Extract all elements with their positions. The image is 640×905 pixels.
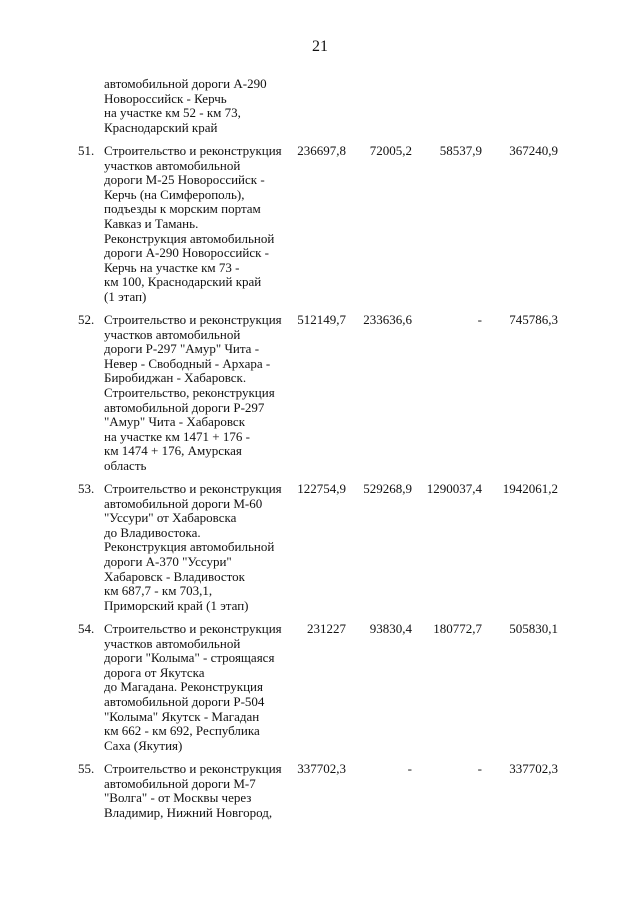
page-number: 21	[312, 38, 328, 55]
value-col-2: 72005,2	[369, 143, 412, 158]
value-col-2: 233636,6	[363, 312, 412, 327]
row-number: 51.	[78, 143, 95, 158]
value-col-3: -	[477, 761, 482, 776]
value-col-1: 231227	[307, 621, 346, 636]
row-description: Строительство и реконструкция автомобильной дороги М-7 "Волга" - от Москвы через Владимир, Нижний Новгород,	[104, 761, 282, 820]
value-col-1: 236697,8	[297, 143, 346, 158]
value-col-2: -	[407, 761, 412, 776]
value-col-2: 529268,9	[363, 481, 412, 496]
value-col-1: 512149,7	[297, 312, 346, 327]
value-col-total: 337702,3	[509, 761, 558, 776]
row-number: 55.	[78, 761, 95, 776]
value-col-3: -	[477, 312, 482, 327]
value-col-3: 180772,7	[433, 621, 482, 636]
row-description: Строительство и реконструкция участков автомобильной дороги "Колыма" - строящаяся дорога от Якутска до Магадана. Реконструкция автомобильной дороги Р-504 "Колыма" Якутск - Магадан км 662 - км 692, Республика Саха (Якутия)	[104, 621, 282, 753]
value-col-total: 745786,3	[509, 312, 558, 327]
row-number: 54.	[78, 621, 95, 636]
row-description: Строительство и реконструкция автомобильной дороги М-60 "Уссури" от Хабаровска до Владивостока. Реконструкция автомобильной дороги А-370 "Уссури" Хабаровск - Владивосток км 687,7 - км 703,1, Приморский край (1 этап)	[104, 481, 282, 613]
value-col-3: 58537,9	[439, 143, 482, 158]
value-col-2: 93830,4	[369, 621, 412, 636]
row-description: Строительство и реконструкция участков автомобильной дороги Р-297 "Амур" Чита - Невер - Свободный - Архара - Биробиджан - Хабаровск. Строительство, реконструкция автомобильной дороги Р-297 "Амур" Чита - Хабаровск на участке км 1471 + 176 - км 1474 + 176, Амурская область	[104, 312, 282, 473]
value-col-3: 1290037,4	[426, 481, 482, 496]
value-col-total: 367240,9	[509, 143, 558, 158]
value-col-total: 505830,1	[509, 621, 558, 636]
row-description: Строительство и реконструкция участков автомобильной дороги М-25 Новороссийск - Керчь (на Симферополь), подъезды к морским портам Кавказ и Тамань. Реконструкция автомобильной дороги А-290 Новороссийск - Керчь на участке км 73 - км 100, Краснодарский край (1 этап)	[104, 143, 282, 304]
value-col-total: 1942061,2	[502, 481, 558, 496]
value-col-1: 122754,9	[297, 481, 346, 496]
row-number: 53.	[78, 481, 95, 496]
row-description: автомобильной дороги А-290 Новороссийск - Керчь на участке км 52 - км 73, Краснодарский край	[104, 76, 267, 135]
row-number: 52.	[78, 312, 95, 327]
value-col-1: 337702,3	[297, 761, 346, 776]
